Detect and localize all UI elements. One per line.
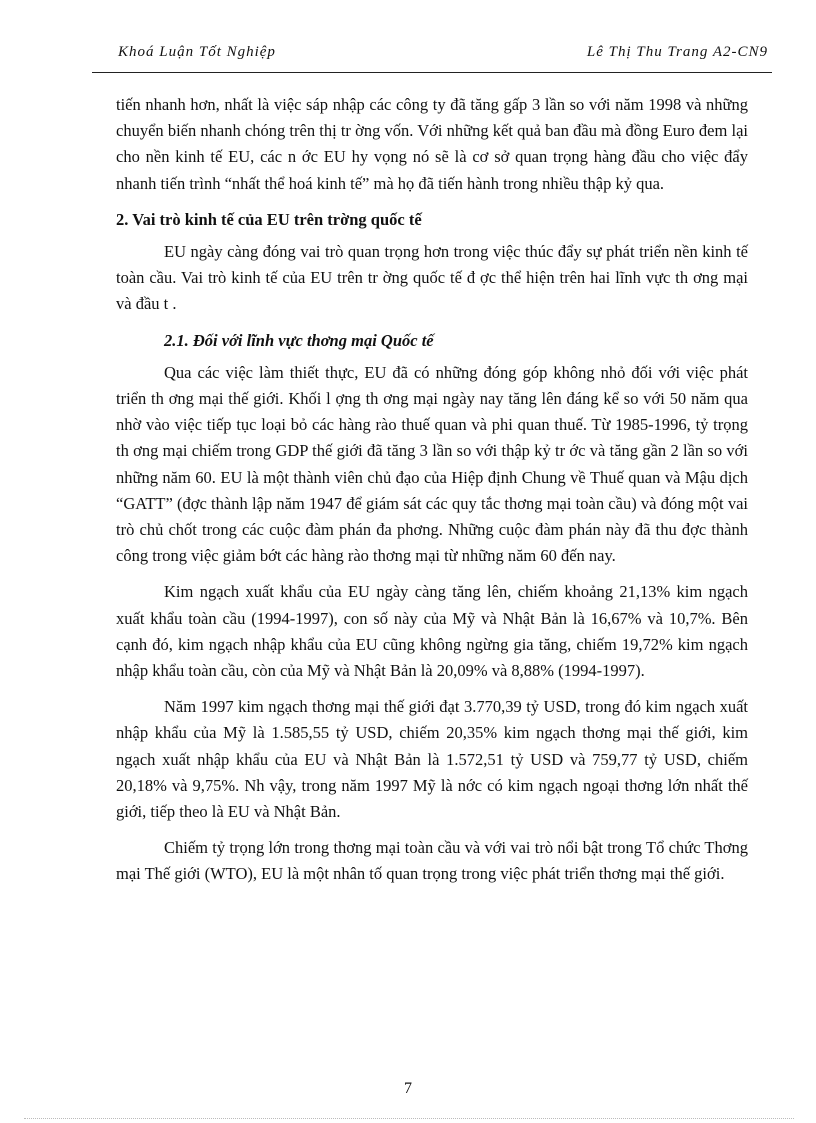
header-author: Lê Thị Thu Trang A2-CN9 [586,44,768,60]
paragraph-continuation: tiến nhanh hơn, nhất là việc sáp nhập các công ty đã tăng gấp 3 lần so với năm 1998 và những chuyển biến nhanh chóng trên thị tr ờng vốn. Với những kết quả ban đầu mà đồng Euro đem lại cho nền kinh tế EU, các n ớc EU hy vọng nó sẽ là cơ sở quan trọng hàng đầu cho việc đẩy nhanh tiến trình “nhất thể hoá kinh tế” mà họ đã tiến hành trong nhiều thập kỷ qua. [116,95,748,193]
header-divider [92,72,772,73]
section-heading: 2. Vai trò kinh tế của EU trên trờng quốc tế [116,209,422,229]
footer-divider [24,1118,794,1119]
page-number: 7 [404,1080,412,1097]
paragraph-section-intro: EU ngày càng đóng vai trò quan trọng hơn trong việc thúc đẩy sự phát triển nền kinh tế toàn cầu. Vai trò kinh tế của EU trên tr ờng quốc tế đ ợc thể hiện trên hai lĩnh vực th ơng mại và đầu t . [116,242,748,314]
paragraph-export-share: Kim ngạch xuất khẩu của EU ngày càng tăng lên, chiếm khoảng 21,13% kim ngạch xuất khẩu toàn cầu (1994-1997), con số này của Mỹ và Nhật Bản là 16,67% và 10,7%. Bên cạnh đó, kim ngạch nhập khẩu của EU cũng không ngừng gia tăng, chiếm 19,72% kim ngạch nhập khẩu toàn cầu, còn của Mỹ và Nhật Bản là 20,09% và 8,88% (1994-1997). [116,582,748,681]
header-title: Khoá Luận Tốt Nghiệp [118,44,276,60]
document-body [116,92,748,898]
paragraph-trade-contribution: Qua các việc làm thiết thực, EU đã có những đóng góp không nhỏ đối với việc phát triển th ơng mại thế giới. Khối l ợng th ơng mại ngày nay tăng lên đáng kể so với 50 năm qua nhờ vào việc tiếp tục loại bỏ các hàng rào thuế quan và phi quan thuế. Từ 1985-1996, tỷ trọng th ơng mại chiếm trong GDP thế giới đã tăng 3 lần so với thập kỷ tr ớc và tăng gần 2 lần so với những năm 60. EU là một thành viên chủ đạo của Hiệp định Chung về Thuế quan và Mậu dịch “GATT” (đợc thành lập năm 1947 để giám sát các quy tắc thơng mại toàn cầu) và đóng một vai trò chủ chốt trong các cuộc đàm phán đa phơng. Những cuộc đàm phán này đã thu đợc thành công trong việc giảm bớt các hàng rào thơng mại từ những năm 60 đến nay. [116,362,748,566]
paragraph-wto-role: Chiếm tỷ trọng lớn trong thơng mại toàn cầu và với vai trò nổi bật trong Tổ chức Thơng mại Thế giới (WTO), EU là một nhân tố quan trọng trong việc phát triển thơng mại thế giới. [116,838,748,884]
paragraph-trade-1997: Năm 1997 kim ngạch thơng mại thế giới đạt 3.770,39 tỷ USD, trong đó kim ngạch xuất nhập khẩu của Mỹ là 1.585,55 tỷ USD, chiếm 20,35% kim ngạch thơng mại thế giới, kim ngạch xuất nhập khẩu của EU và Nhật Bản là 1.572,51 tỷ USD và 759,77 tỷ USD, chiếm 20,18% và 9,75%. Nh vậy, trong năm 1997 Mỹ là nớc có kim ngạch ngoại thơng lớn nhất thế giới, tiếp theo là EU và Nhật Bản. [116,697,748,822]
subsection-heading: 2.1. Đối với lĩnh vực thơng mại Quốc tế [164,330,434,350]
